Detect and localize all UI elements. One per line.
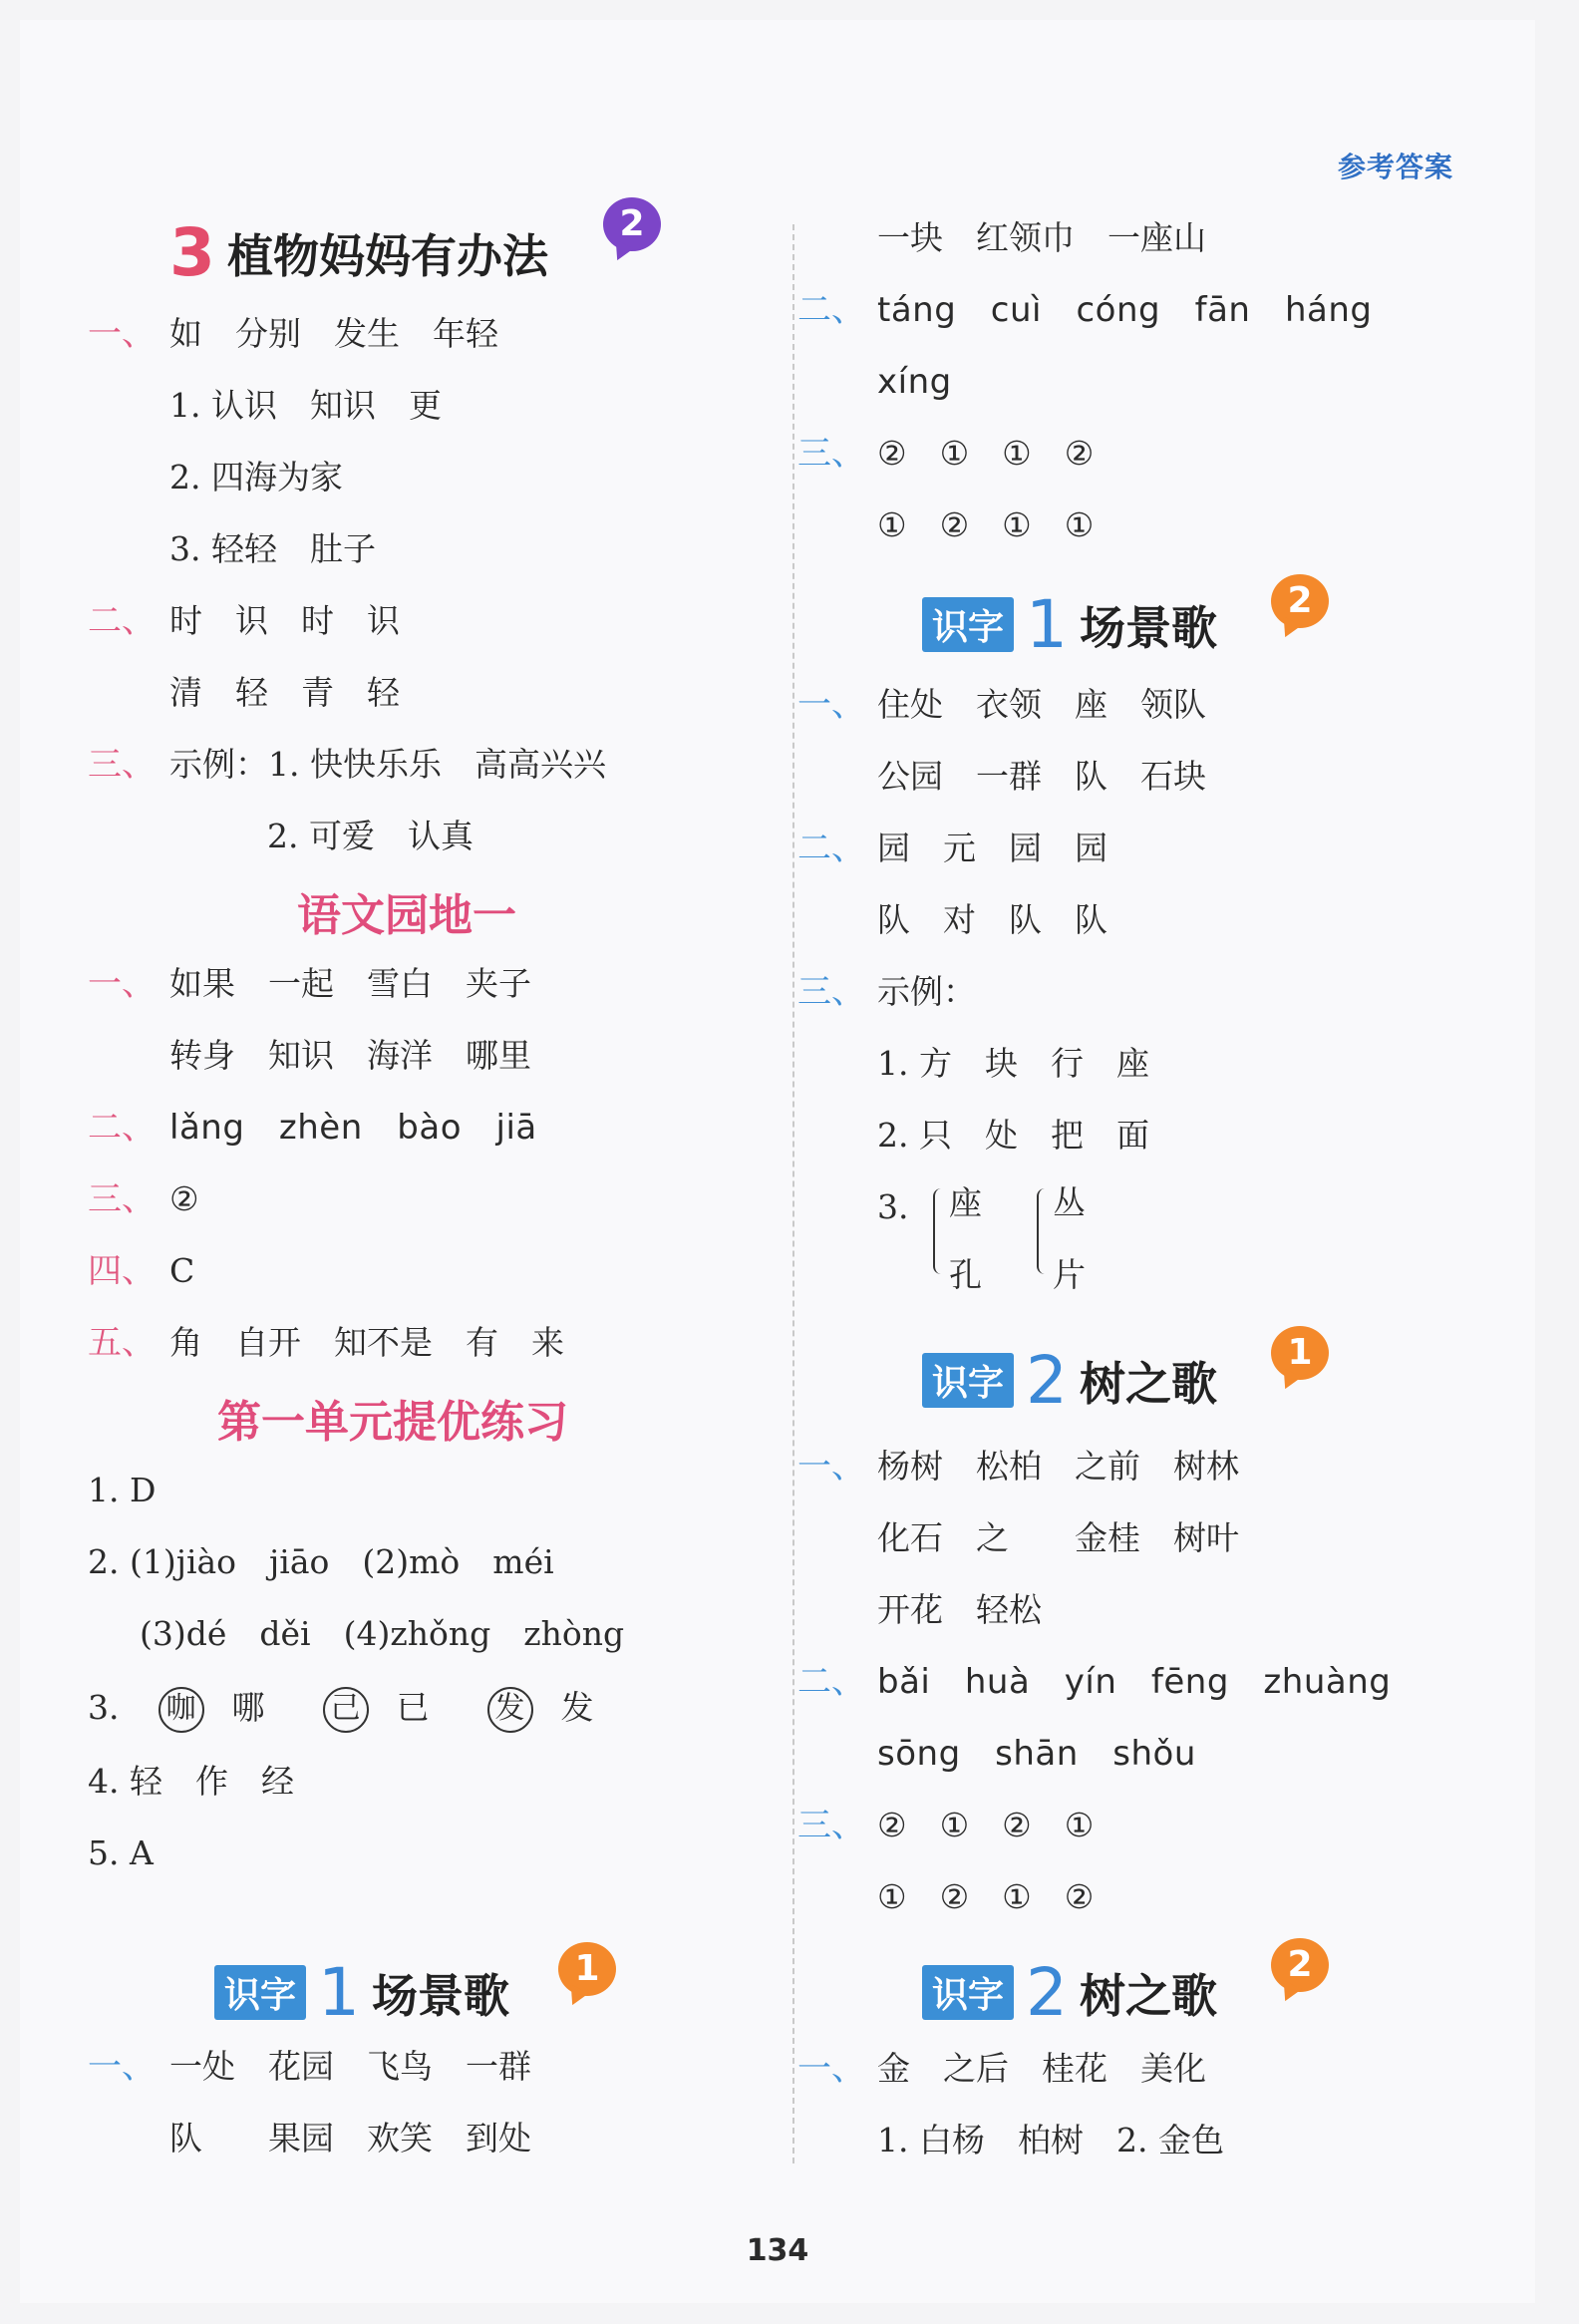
answer-line: 2. 只 处 把 面 [877,1116,1149,1155]
circled-char: 发 [487,1687,533,1733]
question-label: 二、 [88,601,156,641]
pinyin-line: bǎi huà yín fēng zhuàng [877,1662,1392,1702]
garden1-title [297,879,516,943]
lesson-title-text: 场景歌 [372,1968,510,2023]
question-label: 一、 [88,314,156,354]
shizi1-title-left [214,1954,509,2031]
answer-line: 一处 花园 飞鸟 一群 [169,2047,531,2086]
circled-char: 咖 [158,1687,204,1733]
answer-line: 金 之后 桂花 美化 [877,2049,1206,2088]
answer-line: 角 自开 知不是 有 来 [169,1323,564,1362]
answer-line: C [169,1251,195,1290]
answer-line: 2. (1)jiào jiāo (2)mò méi [88,1542,554,1581]
lesson-number: 1 [318,1954,361,2031]
level-bubble-icon: 1 [558,1942,616,1996]
answer-line: 清 轻 青 轻 [169,673,400,712]
brace-icon [933,1188,945,1274]
answer-line: 1. 认识 知识 更 [169,386,442,425]
answer-line: 如果 一起 雪白 夹子 [169,964,531,1003]
answer-line: 3. 轻轻 肚子 [169,529,376,568]
question-label: 三、 [797,434,865,474]
brace-char: 丛 [1053,1183,1086,1222]
answer-line: 一块 红领巾 一座山 [877,218,1206,257]
answer-line: 4. 轻 作 经 [88,1762,294,1801]
answer-line: 2. 可爱 认真 [267,817,474,855]
answer-line: 示例：1. 快快乐乐 高高兴兴 [169,745,606,784]
plain-char: 发 [560,1688,594,1727]
answer-line: 1. 方 块 行 座 [877,1044,1149,1083]
answer-line: 5. A [88,1833,154,1872]
plain-char: 已 [396,1688,430,1727]
lesson-title-text: 树之歌 [1080,1968,1218,2023]
header-tag: 参考答案 [1337,151,1453,183]
question-label: 三、 [797,1806,865,1845]
brace-icon [1037,1188,1049,1274]
question-label: 三、 [88,1179,156,1219]
answer-line: 2. 四海为家 [169,458,343,497]
question-label: 二、 [797,1662,865,1702]
answer-line: 队 果园 欢笑 到处 [169,2119,531,2158]
circled-answer-line [88,1685,652,1733]
answer-line: 转身 知识 海洋 哪里 [169,1036,531,1075]
level-bubble-icon: 2 [1271,1938,1329,1992]
question-label: 四、 [88,1251,156,1291]
answer-line: 时 识 时 识 [169,601,400,640]
pinyin-line: táng cuì cóng fān háng [877,290,1373,330]
plain-char: 哪 [231,1688,265,1727]
shizi-badge: 识字 [922,1965,1014,2020]
question-label: 二、 [88,1108,156,1148]
lesson-title-text: 树之歌 [1080,1356,1218,1411]
question-label: 一、 [88,2047,156,2087]
shizi2-title-b [922,1954,1217,2031]
answer-line: 住处 衣领 座 领队 [877,685,1206,724]
question-label: 一、 [797,685,865,725]
answer-line: ② ① ② ① [877,1806,1095,1844]
answer-line: 园 元 园 园 [877,829,1107,867]
item-number: 3. [88,1688,120,1727]
answer-line: 如 分别 发生 年轻 [169,314,498,353]
page-number: 134 [746,2233,809,2268]
brace-char: 座 [949,1183,982,1222]
question-label: 三、 [797,972,865,1012]
item-number: 3. [877,1187,909,1226]
answer-page [20,20,1535,2303]
circled-char: 己 [323,1687,369,1733]
lesson-number: 2 [1026,1342,1069,1419]
level-bubble-icon: 1 [1271,1326,1329,1380]
answer-line: ① ② ① ② [877,1877,1095,1916]
answer-line: ② ① ① ② [877,434,1095,473]
unit1-title [217,1386,568,1450]
lesson-title-text: 植物妈妈有办法 [226,228,548,283]
question-label: 一、 [88,964,156,1004]
lesson-number: 2 [1026,1954,1069,2031]
brace-char: 片 [1053,1255,1086,1294]
answer-line: 1. D [88,1471,157,1509]
answer-line: 公园 一群 队 石块 [877,757,1206,796]
answer-line: 队 对 队 队 [877,900,1107,939]
shizi2-title-a [922,1342,1217,1419]
lesson3-title [169,214,548,291]
question-label: 三、 [88,745,156,785]
question-label: 五、 [88,1323,156,1363]
lesson-title-text: 场景歌 [1080,600,1218,655]
pinyin-line: lǎng zhèn bào jiā [169,1108,537,1148]
pinyin-line: sōng shān shǒu [877,1734,1196,1774]
answer-line: (3)dé děi (4)zhǒng zhòng [140,1614,625,1653]
brace-char: 孔 [949,1255,982,1294]
answer-line: 示例： [877,972,976,1011]
section-title-text: 语文园地一 [297,890,516,941]
level-bubble-icon: 2 [1271,574,1329,628]
question-label: 一、 [797,1447,865,1487]
question-label: 一、 [797,2049,865,2089]
level-bubble-icon: 2 [603,197,661,251]
pinyin-line: xíng [877,362,952,402]
lesson-number: 3 [169,214,215,291]
answer-line: 化石 之 金桂 树叶 [877,1518,1239,1557]
shizi-badge: 识字 [214,1965,306,2020]
column-divider [792,224,794,2163]
section-title-text: 第一单元提优练习 [217,1397,568,1448]
question-label: 二、 [797,290,865,330]
question-label: 二、 [797,829,865,868]
answer-line: 开花 轻松 [877,1590,1042,1629]
answer-line: 杨树 松柏 之前 树林 [877,1447,1239,1486]
lesson-number: 1 [1026,586,1069,663]
shizi1-title-right [922,586,1217,663]
shizi-badge: 识字 [922,597,1014,652]
shizi-badge: 识字 [922,1353,1014,1408]
answer-line: 1. 白杨 柏树 2. 金色 [877,2121,1224,2159]
answer-line: ② [169,1179,199,1218]
answer-line: ① ② ① ① [877,505,1095,544]
